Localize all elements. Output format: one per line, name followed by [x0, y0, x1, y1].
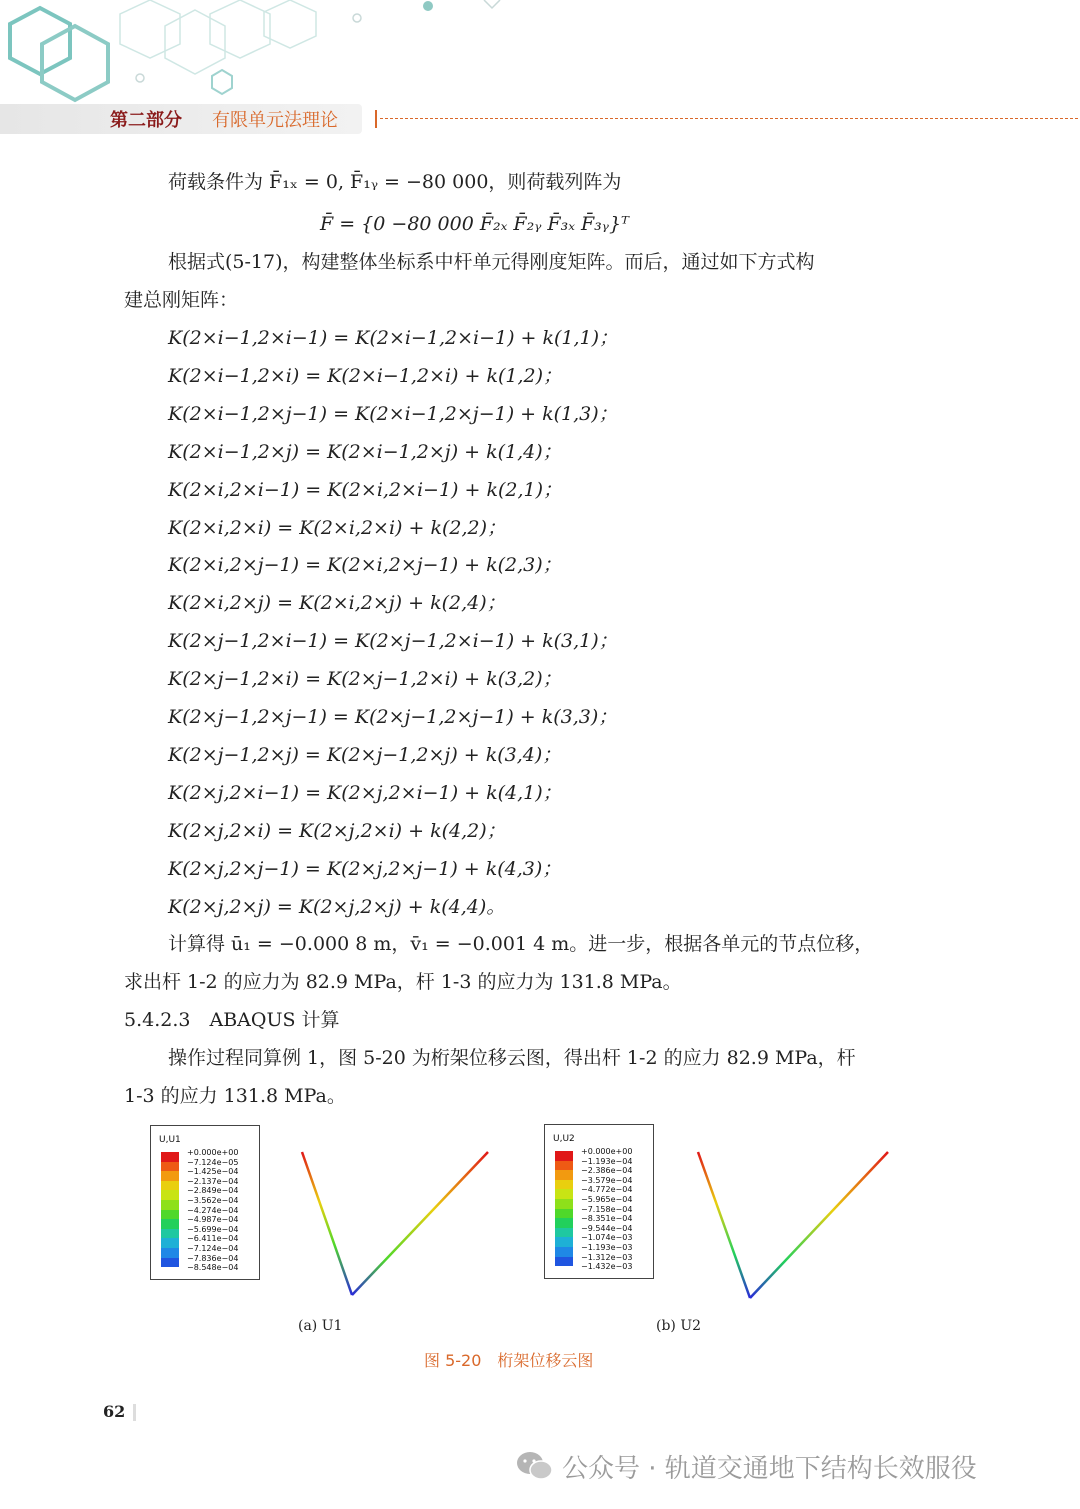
formula-line: K(2×i,2×i−1) = K(2×i,2×i−1) + k(2,1)； [168, 478, 563, 501]
legend-value: −1.193e−03 [581, 1242, 633, 1252]
truss-bar-1-3 [750, 1152, 888, 1298]
legend-value: −9.544e−04 [581, 1223, 633, 1233]
subcaption-a: (a) U1 [298, 1318, 343, 1334]
legend-value: −4.274e−04 [187, 1205, 239, 1215]
legend-value: +0.000e+00 [187, 1148, 239, 1157]
formula-line: K(2×i,2×j) = K(2×i,2×j) + k(2,4)； [168, 592, 506, 615]
legend-value: −8.351e−04 [581, 1214, 633, 1224]
subcaption-b: (b) U2 [656, 1318, 702, 1334]
legend-swatch [161, 1219, 179, 1229]
page-number-mark [133, 1404, 136, 1421]
legend-swatch [161, 1238, 179, 1248]
legend-swatch [555, 1180, 573, 1190]
legend-color-scale [161, 1152, 181, 1267]
formula-line: K(2×j,2×i−1) = K(2×j,2×i−1) + k(4,1)； [168, 781, 562, 804]
legend-value: −1.193e−04 [581, 1156, 633, 1166]
formula-line: K(2×i,2×i) = K(2×i,2×i) + k(2,2)； [168, 516, 507, 539]
legend-value: −7.124e−05 [187, 1157, 239, 1167]
paragraph-1-line-1: 根据式(5-17)，构建整体坐标系中杆单元得刚度矩阵。而后，通过如下方式构 [168, 251, 815, 273]
formula-line: K(2×i−1,2×i−1) = K(2×i−1,2×i−1) + k(1,1)； [168, 327, 619, 349]
legend-value: −7.158e−04 [581, 1204, 633, 1214]
legend-swatch [555, 1237, 573, 1247]
legend-swatch [161, 1229, 179, 1239]
legend-value: −8.548e−04 [187, 1263, 239, 1273]
formula-line: K(2×j−1,2×j−1) = K(2×j−1,2×j−1) + k(3,3)； [168, 706, 618, 728]
legend-value: −4.772e−04 [581, 1185, 633, 1195]
legend-value: −1.432e−03 [581, 1262, 633, 1272]
legend-swatch [161, 1200, 179, 1210]
wechat-icon [515, 1450, 555, 1482]
formula-line: K(2×j,2×j) = K(2×j,2×j) + k(4,4)。 [168, 895, 506, 918]
legend-swatch [555, 1170, 573, 1180]
legend-swatch [161, 1258, 179, 1268]
header-part-label: 第二部分 [110, 110, 182, 131]
legend-value: −6.411e−04 [187, 1234, 239, 1244]
legend-u2 [544, 1124, 654, 1279]
load-condition-text: 荷载条件为 F̄₁ₓ = 0, F̄₁ᵧ = −80 000，则荷载列阵为 [168, 171, 622, 193]
legend-value: −1.312e−03 [581, 1252, 633, 1262]
legend-value: −7.124e−04 [187, 1243, 239, 1253]
legend-swatch [161, 1248, 179, 1258]
legend-swatch [555, 1189, 573, 1199]
truss-displacement-u2 [688, 1140, 898, 1305]
load-vector-equation: F̄ = {0 −80 000 F̄₂ₓ F̄₂ᵧ F̄₃ₓ F̄₃ᵧ}ᵀ [320, 213, 630, 235]
truss-bar-1-2 [698, 1152, 750, 1298]
truss-bar-1-2 [302, 1152, 352, 1295]
legend-color-scale [555, 1151, 575, 1266]
legend-swatch [161, 1190, 179, 1200]
legend-swatch [555, 1218, 573, 1228]
legend-swatch [555, 1247, 573, 1257]
legend-labels [581, 1147, 632, 1272]
section-heading: 5.4.2.3 ABAQUS 计算 [124, 1009, 340, 1031]
header-chapter-title: 有限单元法理论 [212, 110, 338, 131]
formula-line: K(2×j−1,2×i) = K(2×j−1,2×i) + k(3,2)； [168, 668, 562, 691]
page-number: 62 [103, 1402, 126, 1421]
formula-line: K(2×i−1,2×j) = K(2×i−1,2×j) + k(1,4)； [168, 440, 562, 463]
legend-swatch [161, 1152, 179, 1162]
legend-swatch [555, 1209, 573, 1219]
legend-value: +0.000e+00 [581, 1147, 633, 1156]
legend-value: −2.137e−04 [187, 1176, 239, 1186]
legend-swatch [555, 1161, 573, 1171]
paragraph-3-line-1: 操作过程同算例 1，图 5-20 为桁架位移云图，得出杆 1-2 的应力 82.9 MPa，杆 [168, 1047, 856, 1069]
legend-swatch [161, 1210, 179, 1220]
legend-u1 [150, 1125, 260, 1280]
header-divider [375, 110, 377, 128]
legend-swatch [555, 1228, 573, 1238]
legend-swatch [161, 1162, 179, 1172]
legend-value: −1.074e−03 [581, 1233, 633, 1243]
paragraph-2-line-1: 计算得 ū₁ = −0.000 8 m，v̄₁ = −0.001 4 m。进一步，根据各单元的节点位移， [168, 933, 874, 955]
watermark-text: 公众号 · 轨道交通地下结构长效服役 [562, 1454, 977, 1484]
formula-line: K(2×j−1,2×i−1) = K(2×j−1,2×i−1) + k(3,1)； [168, 630, 618, 653]
paragraph-1-line-2: 建总刚矩阵： [124, 289, 239, 311]
figure-caption: 图 5-20 桁架位移云图 [424, 1351, 594, 1370]
formula-line: K(2×i,2×j−1) = K(2×i,2×j−1) + k(2,3)； [168, 554, 562, 577]
legend-value: −5.699e−04 [187, 1224, 239, 1234]
legend-value: −3.579e−04 [581, 1175, 633, 1185]
legend-swatch [161, 1181, 179, 1191]
legend-value: −2.849e−04 [187, 1186, 239, 1196]
formula-line: K(2×j,2×i) = K(2×j,2×i) + k(4,2)； [168, 819, 506, 842]
formula-line: K(2×j,2×j−1) = K(2×j,2×j−1) + k(4,3)； [168, 857, 562, 880]
legend-title: U,U2 [553, 1134, 575, 1144]
legend-value: −1.425e−04 [187, 1167, 239, 1177]
legend-swatch [161, 1171, 179, 1181]
truss-bar-1-3 [352, 1152, 488, 1295]
legend-value: −7.836e−04 [187, 1253, 239, 1263]
legend-swatch [555, 1151, 573, 1161]
legend-swatch [555, 1199, 573, 1209]
paragraph-2-line-2: 求出杆 1-2 的应力为 82.9 MPa，杆 1-3 的应力为 131.8 MPa。 [124, 971, 682, 993]
hexagon-decoration [0, 0, 520, 104]
legend-value: −3.562e−04 [187, 1195, 239, 1205]
legend-value: −5.965e−04 [581, 1194, 633, 1204]
legend-title: U,U1 [159, 1135, 181, 1145]
legend-labels [187, 1148, 238, 1273]
legend-value: −4.987e−04 [187, 1215, 239, 1225]
legend-swatch [555, 1257, 573, 1267]
header-rule [380, 118, 1078, 119]
legend-value: −2.386e−04 [581, 1166, 633, 1176]
formula-line: K(2×i−1,2×i) = K(2×i−1,2×i) + k(1,2)； [168, 364, 563, 387]
formula-line: K(2×j−1,2×j) = K(2×j−1,2×j) + k(3,4)； [168, 743, 562, 766]
paragraph-3-line-2: 1-3 的应力 131.8 MPa。 [124, 1085, 346, 1107]
formula-line: K(2×i−1,2×j−1) = K(2×i−1,2×j−1) + k(1,3)； [168, 402, 618, 425]
truss-displacement-u1 [290, 1140, 500, 1305]
